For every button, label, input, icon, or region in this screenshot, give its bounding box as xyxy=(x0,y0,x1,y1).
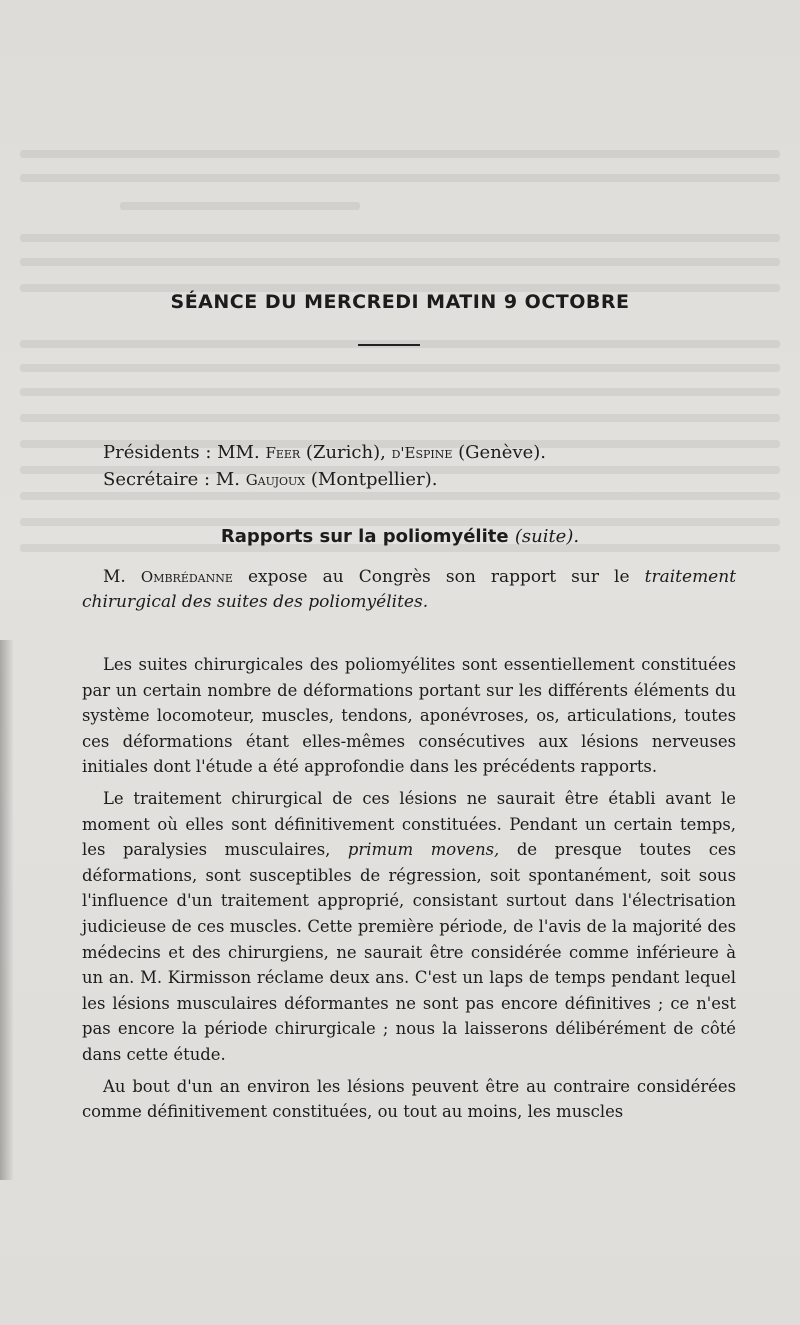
gaujoux-name: Gaujoux xyxy=(245,471,306,489)
section-suffix: (suite). xyxy=(514,526,580,547)
intro-topic: traitement chirurgical des suites des poliomyélites. xyxy=(82,567,737,612)
espine-prefix: d' xyxy=(391,444,405,462)
gaujoux-city: (Montpellier). xyxy=(310,469,438,490)
presidents-label: Présidents : MM. xyxy=(103,442,260,463)
intro-text: expose au Congrès son rapport sur le xyxy=(248,567,630,587)
section-heading xyxy=(0,526,800,547)
session-title: SÉANCE DU MERCREDI MATIN 9 OCTOBRE xyxy=(170,291,630,313)
espine-city: (Genève). xyxy=(458,442,547,463)
title-rule xyxy=(358,344,420,346)
paragraph-2-part2: de presque toutes ces déformations, sont susceptibles de régression, soit spontanément, soit sous l'influence d'un traitement approprié, consistant surtout dans l'électrisation judicieuse de ces muscles. Cette première période, de l'avis de la majorité des médecins et des chirurgiens, ne saurait être considérée comme inférieure à un an. M. Kirmisson réclame deux ans. C'est un laps de temps pendant lequel les lésions musculaires déformantes ne sont pas encore définitives ; ce n'est pas encore la période chirurgicale ; nous la laisserons délibérément de côté dans cette étude. xyxy=(82,840,736,1064)
body-text xyxy=(82,652,736,1131)
presidents-line xyxy=(103,441,546,465)
espine-name: Espine xyxy=(404,444,453,462)
secretary-line xyxy=(103,468,437,492)
paragraph-1: Les suites chirurgicales des poliomyélites sont essentiellement constituées par un certain nombre de déformations portant sur les différents éléments du système locomoteur, muscles, tendons, aponévroses, os, articulations, toutes ces déformations étant elles-mêmes consécutives aux lésions nerveuses initiales dont l'étude a été approfondie dans les précédents rapports. xyxy=(82,655,736,777)
paragraph-3: Au bout d'un an environ les lésions peuvent être au contraire considérées comme définitivement constituées, ou tout au moins, les muscles xyxy=(82,1076,736,1122)
section-title: Rapports sur la poliomyélite xyxy=(220,526,509,547)
paragraph-2-part1: Le traitement chirurgical de ces lésions ne saurait être établi avant le moment où elles sont définitivement constituées. Pendant un certain temps, les paralysies musculaires, xyxy=(82,788,736,860)
ombredanne-name: Ombrédanne xyxy=(140,568,233,586)
paragraph-2-italic: primum movens, xyxy=(347,840,500,860)
secretary-label: Secrétaire : M. xyxy=(103,469,240,490)
intro-prefix: M. xyxy=(103,567,126,587)
page-binding-shadow xyxy=(0,640,14,1180)
intro-paragraph xyxy=(82,565,736,615)
paragraph-2 xyxy=(82,786,736,1068)
feer-name: Feer xyxy=(265,444,301,462)
feer-city: (Zurich), xyxy=(305,442,386,463)
